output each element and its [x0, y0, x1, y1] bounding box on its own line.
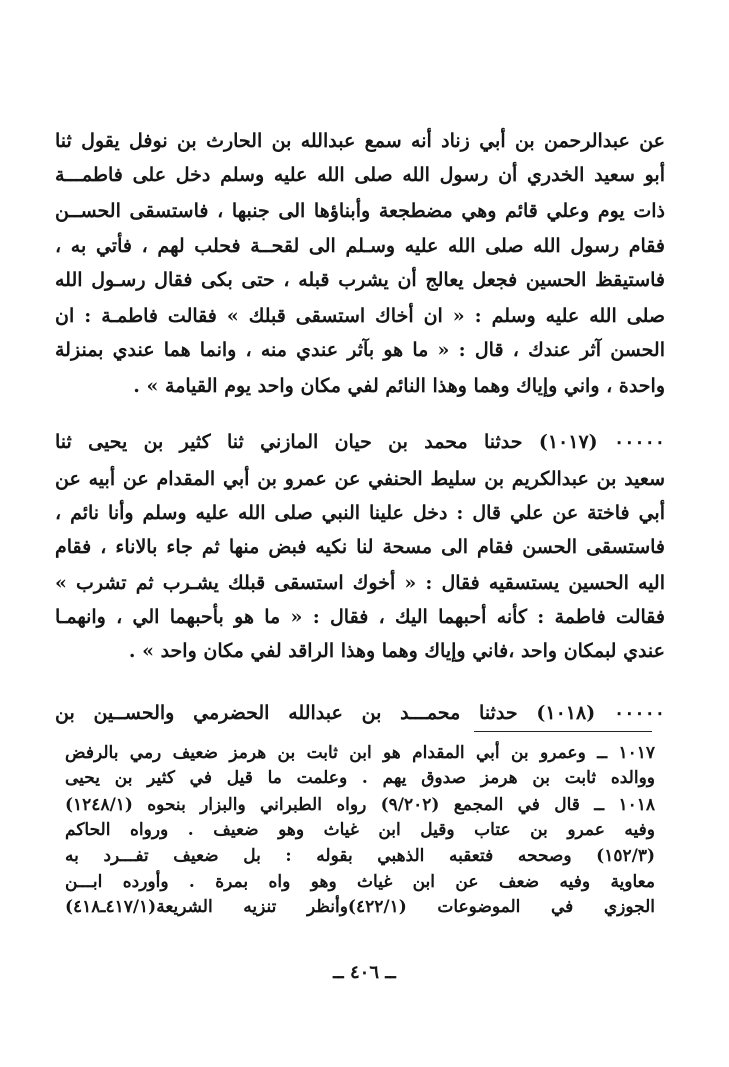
footnote-line: الجوزي في الموضوعات (٤٢٢/١)وأنظر تنزيه الشريعة(٤١٧/١ـ٤١٨) — [65, 897, 655, 917]
text-line: أبي فاختة عن علي قال : دخل علينا النبي صلى الله عليه وسلم وأنا نائم ، — [55, 502, 665, 524]
text-line: واحدة ، واني وإياك وهما وهذا النائم لفي مكان واحد يوم القيامة » . — [133, 375, 665, 397]
footnote-line: ووالده ثابت بن هرمز صدوق يهم . وعلمت ما قيل في كثير بن يحيى — [65, 768, 655, 788]
text-line: عن عبدالرحمن بن أبي زناد أنه سمع عبدالله بن الحارث بن نوفل يقول ثنا — [55, 130, 665, 152]
footnote-separator — [474, 731, 652, 732]
text-line: اليه الحسين يستسقيه فقال : « أخوك استسقى قبلك يشـرب ثم تشرب » — [55, 572, 665, 594]
text-line: عندي لبمكان واحد ،فاني وإياك وهما وهذا الراقد لفي مكان واحد » . — [128, 640, 665, 662]
footnote-line: وفيه عمرو بن عتاب وقيل ابن غياث وهو ضعيف . ورواه الحاكم — [65, 820, 655, 840]
text-line: ٠٠٠٠٠ (١٠١٨) حدثنا محمـــد بن عبدالله الحضرمي والحســين بن — [55, 702, 665, 724]
footnote-line: ١٠١٧ ــ وعمرو بن أبي المقدام هو ابن ثابت بن هرمز ضعيف رمي بالرفض — [65, 743, 655, 763]
text-line: فاستيقظ الحسين فجعل يعالج أن يشرب قبله ، حتى بكى فقال رسـول الله — [55, 269, 665, 291]
text-line: ذات يوم وعلي قائم وهي مضطجعة وأبناؤها الى جنبها ، فاستسقى الحســن — [55, 200, 665, 222]
text-line: سعيد بن عبدالكريم بن سليط الحنفي عن عمرو بن أبي المقدام عن أبيه عن — [55, 468, 665, 490]
text-line: صلى الله عليه وسلم : « ان أخاك استسقى قبلك » فقالت فاطمـة : ان — [55, 305, 665, 327]
text-line: فاستسقى الحسن فقام الى مسحة لنا نكيه فبض منها ثم جاء بالاناء ، فقام — [55, 536, 665, 558]
footnote-line: معاوية وفيه ضعف عن ابن غياث وهو واه بمرة . وأورده ابـــن — [65, 872, 655, 892]
page-number: ــ ٤٠٦ ــ — [333, 962, 396, 983]
text-line: فقالت فاطمة : كأنه أحبهما اليك ، فقال : « ما هو بأحبهما الي ، وانهمـا — [55, 606, 665, 628]
text-line: الحسن آثر عندك ، قال : « ما هو بآثر عندي منه ، وانما هما عندي بمنزلة — [55, 339, 665, 361]
footnote-line: ١٠١٨ ــ قال في المجمع (٩/٢٠٢) رواه الطبراني والبزار بنحوه (١٢٤٨/١) — [65, 795, 655, 815]
footnote-line: (١٥٢/٣) وصححه فتعقبه الذهبي بقوله : بل ضعيف تفـــرد به — [65, 846, 655, 866]
text-line: ٠٠٠٠٠ (١٠١٧) حدثنا محمد بن حيان المازني ثنا كثير بن يحيى ثنا — [55, 431, 665, 453]
text-line: أبو سعيد الخدري أن رسول الله صلى الله عليه وسلم دخل على فاطمـــة — [55, 164, 665, 186]
text-line: فقام رسول الله صلى الله عليه وسـلم الى لقحــة فحلب لهم ، فأتي به ، — [55, 235, 665, 257]
